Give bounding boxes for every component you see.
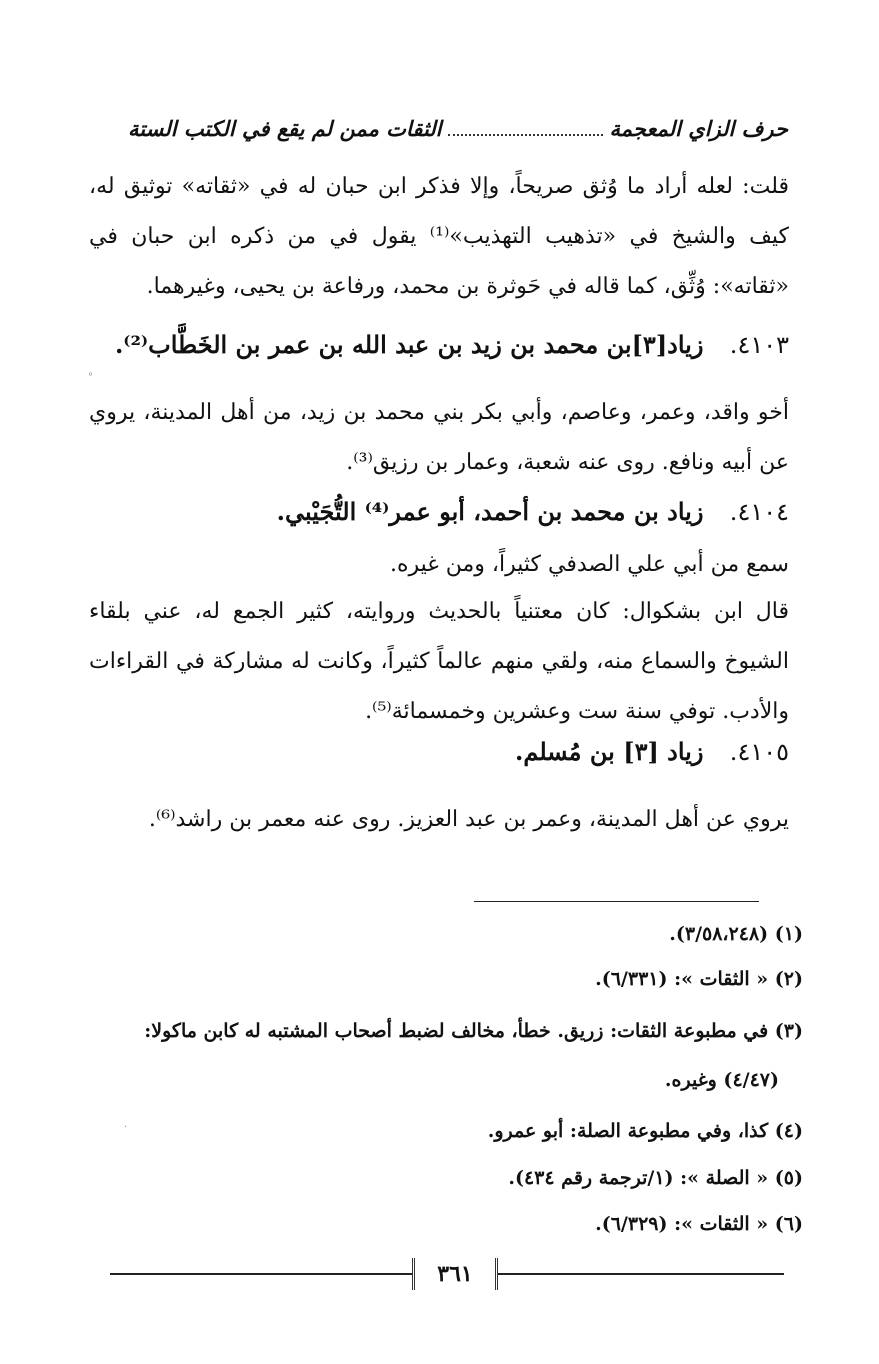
entry-number: ٤١٠٣. <box>729 331 789 359</box>
entry-4105-paragraph: يروي عن أهل المدينة، وعمر بن عبد العزيز. روى عنه معمر بن راشد⁽⁶⁾. <box>148 807 789 832</box>
entry-4104-paragraph-2: قال ابن بشكوال: كان معتنياً بالحديث وروايته، كثير الجمع له، عني بلقاء الشيوخ والسماع منه، ولقي منهم عالماً كثيراً، وكانت له مشاركة في القراءات والأدب. توفي سنة ست وعشرين وخمسمائة⁽⁵⁾. <box>89 599 789 724</box>
footnote-6: (٦) « الثقات »: (٦/٣٢٩). <box>595 1213 803 1235</box>
entry-name: زياد بن محمد بن أحمد، أبو عمر⁽⁴⁾ التُّجَيْبي. <box>276 497 704 526</box>
entry-heading-4104 <box>89 492 789 532</box>
header-chapter-title: حرف الزاي المعجمة <box>609 115 788 141</box>
footnote-5: (٥) « الصلة »: (١/ترجمة رقم ٤٣٤). <box>508 1167 803 1189</box>
footnote-separator <box>474 901 759 902</box>
footer-rule-left <box>110 1273 412 1275</box>
entry-number: ٤١٠٥. <box>729 738 789 766</box>
entry-name: زياد[٣]بن محمد بن زيد بن عبد الله بن عمر بن الخَطَّاب⁽²⁾. <box>114 330 704 359</box>
entry-number: ٤١٠٤. <box>729 498 789 526</box>
running-header <box>128 108 788 148</box>
footnote-2: (٢) « الثقات »: (٦/٣٣١). <box>595 968 803 990</box>
footnote-3: (٣) في مطبوعة الثقات: زريق. خطأ، مخالف لضبط أصحاب المشتبه له كابن ماكولا: <box>144 1020 803 1042</box>
entry-heading-4105 <box>89 732 789 772</box>
footnote-1: (١) (٣/٥٨،٢٤٨). <box>669 923 803 945</box>
header-dot-leader <box>448 120 604 136</box>
footnote-3-continued: (٤/٤٧) وغيره. <box>664 1069 779 1091</box>
entry-4104-paragraph-1: سمع من أبي علي الصدفي كثيراً، ومن غيره. <box>389 552 789 577</box>
entry-heading-4103 <box>89 325 789 365</box>
entry-4103-paragraph: أخو واقد، وعمر، وعاصم، وأبي بكر بني محمد بن زيد، من أهل المدينة، يروي عن أبيه ونافع. روى عنه شعبة، وعمار بن رزيق⁽³⁾. <box>89 400 789 475</box>
entry-name: زياد [٣] بن مُسلم. <box>515 737 704 766</box>
header-book-title: الثقات ممن لم يقع في الكتب الستة <box>128 115 442 141</box>
scan-speck: · <box>124 1122 128 1133</box>
scan-speck: ° <box>88 372 93 383</box>
intro-paragraph: قلت: لعله أراد ما وُثق صريحاً، وإلا فذكر ابن حبان له في «ثقاته» توثيق له، كيف والشيخ في «تذهيب التهذيب»⁽¹⁾ يقول في من ذكره ابن حبان في «ثقاته»: وُثِّق، كما قاله في حَوثرة بن محمد، ورفاعة بن يحيى، وغيرهما. <box>89 174 789 299</box>
page-number: ٣٦١ <box>412 1258 498 1290</box>
footer-rule-right <box>492 1273 784 1275</box>
footnote-4: (٤) كذا، وفي مطبوعة الصلة: أبو عمرو. <box>487 1120 803 1142</box>
